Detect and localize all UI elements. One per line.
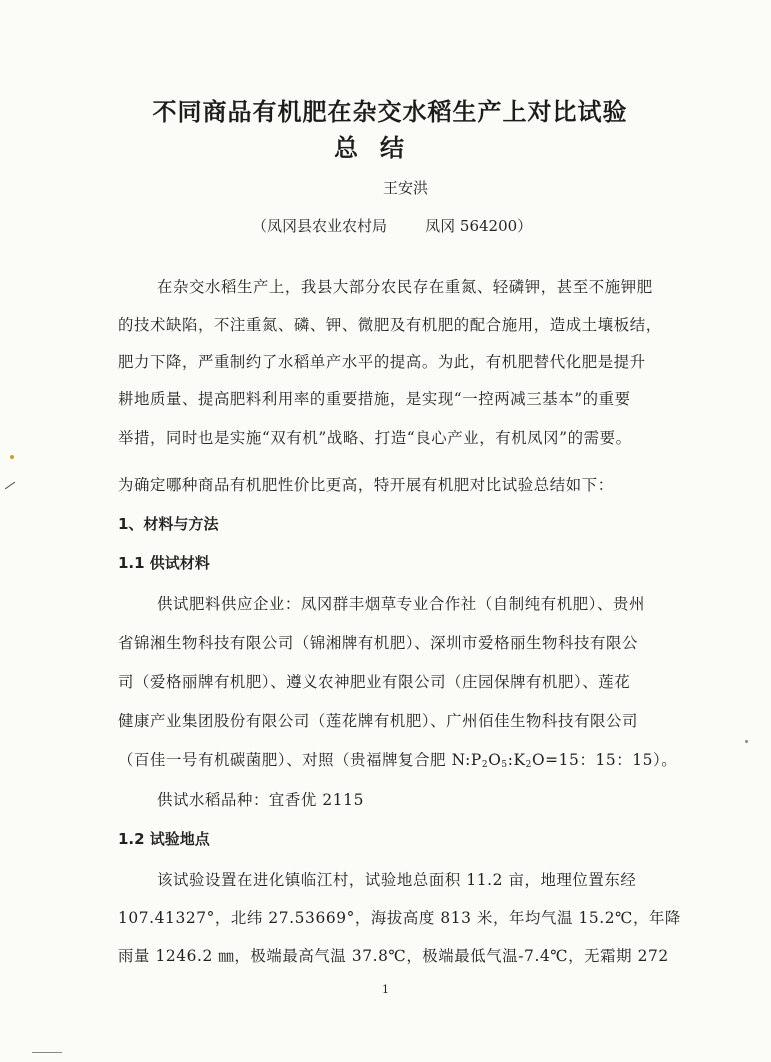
para2-last-mid1: O: [488, 751, 502, 769]
variety-line: 供试水稻品种：宜香优 2115: [157, 791, 364, 809]
scan-mark: [32, 1052, 62, 1053]
para1-line: 肥力下降，严重制约了水稻单产水平的提高。为此，有机肥替代化肥是提升: [118, 353, 646, 371]
para3-line: 雨量 1246.2 ㎜，极端最高气温 37.8℃，极端最低气温-7.4℃，无霜期 272: [118, 947, 669, 965]
document-title-line2: 总结: [334, 134, 426, 162]
para2-last-prefix: （百佳一号有机碳菌肥）、对照（贵福牌复合肥 N:P: [118, 751, 482, 769]
para3-line: 该试验设置在进化镇临江村，试验地总面积 11.2 亩，地理位置东经: [157, 871, 637, 889]
para2-last-sub3: 2: [525, 760, 532, 770]
scan-dot: [10, 455, 14, 459]
para1-line: 耕地质量、提高肥料利用率的重要措施，是实现“一控两减三基本”的重要: [118, 390, 631, 408]
para2-last-mid2: :K: [507, 751, 526, 769]
subsection-heading: 1.1 供试材料: [118, 554, 210, 572]
para2-line: 司（爱格丽牌有机肥）、遵义农神肥业有限公司（庄园保牌有机肥）、莲花: [118, 673, 631, 691]
document-title-line1: 不同商品有机肥在杂交水稻生产上对比试验: [152, 98, 628, 126]
para2-line: 省锦湘生物科技有限公司（锦湘牌有机肥）、深圳市爱格丽生物科技有限公: [118, 634, 638, 652]
para1-line: 在杂交水稻生产上，我县大部分农民存在重氮、轻磷钾，甚至不施钾肥: [157, 278, 653, 296]
para2-last-sub2: 5: [501, 760, 508, 770]
affiliation: （凤冈县农业农村局 凤冈 564200）: [252, 217, 533, 235]
subsection-heading: 1.2 试验地点: [118, 830, 210, 848]
para2-line-last: [118, 748, 677, 770]
para1-line: 举措，同时也是实施“双有机”战略、打造“良心产业，有机凤冈”的需要。: [118, 429, 632, 447]
page-number: 1: [382, 983, 389, 996]
para1-line: 为确定哪种商品有机肥性价比更高，特开展有机肥对比试验总结如下：: [118, 476, 614, 494]
author: 王安洪: [382, 179, 428, 197]
para1-line: 的技术缺陷，不注重氮、磷、钾、微肥及有机肥的配合施用，造成土壤板结，: [118, 316, 662, 334]
scan-dot: [745, 740, 748, 743]
section-heading: 1、材料与方法: [118, 515, 219, 533]
scan-mark: [5, 482, 15, 490]
para2-line: 供试肥料供应企业：凤冈群丰烟草专业合作社（自制纯有机肥）、贵州: [157, 595, 646, 613]
para2-last-suffix: O=15：15：15）。: [531, 751, 678, 769]
para2-last-sub1: 2: [481, 760, 489, 770]
para3-line: 107.41327°，北纬 27.53669°，海拔高度 813 米，年均气温 15.2℃，年降: [118, 909, 681, 927]
para2-line: 健康产业集团股份有限公司（莲花牌有机肥）、广州佰佳生物科技有限公司: [118, 712, 638, 730]
